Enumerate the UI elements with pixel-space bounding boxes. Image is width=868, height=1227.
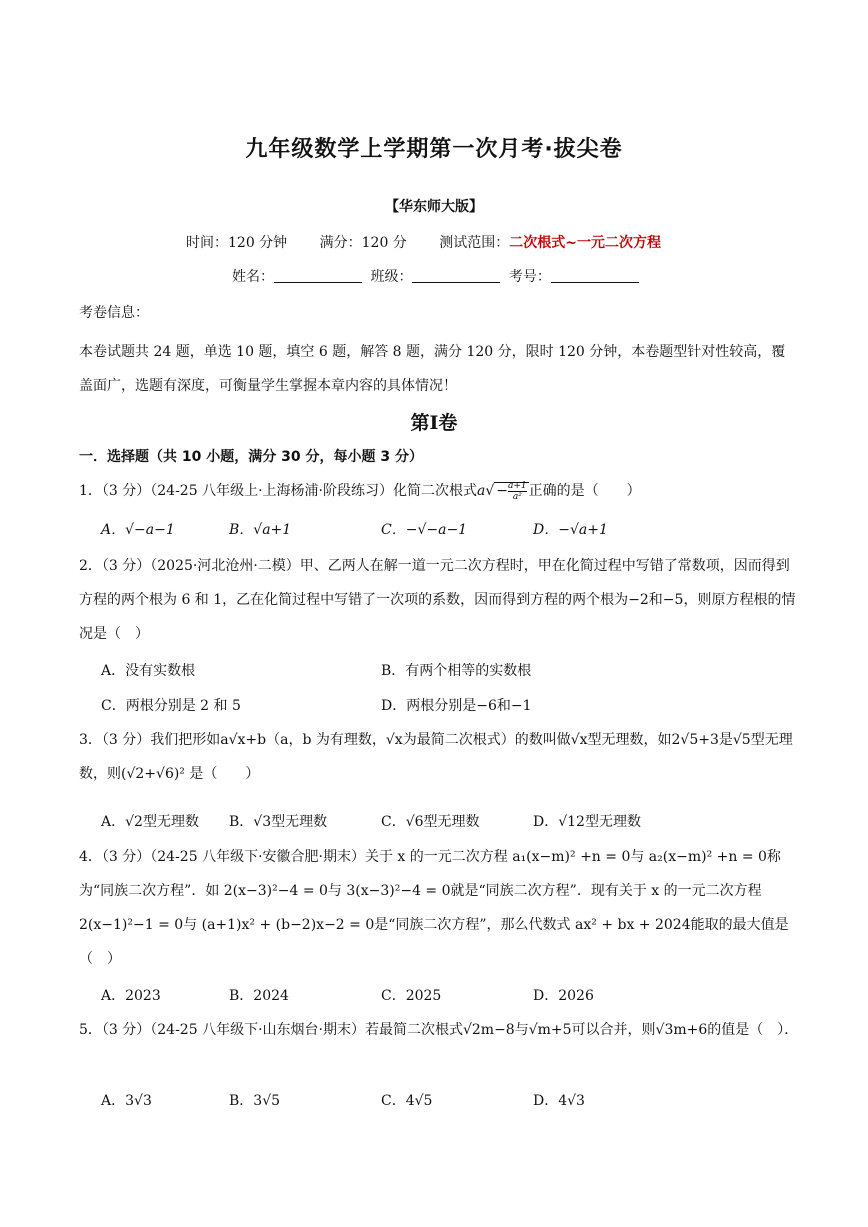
question-2: 2．（3 分）（2025·河北沧州·二模）甲、乙两人在解一道一元二次方程时，甲在化简过程中写错了常数项，因而得到方程的两个根为 6 和 1，乙在化简过程中写错了一次项的系数，因而得到方程的两个根为−2和−5，则原方程根的情况是（ ） <box>79 558 796 642</box>
class-label: 班级： <box>370 269 413 285</box>
info-heading: 考卷信息： <box>79 305 149 321</box>
section-heading: 一．选择题（共 10 小题，满分 30 分，每小题 3 分） <box>79 449 423 465</box>
q1-option-b[interactable]: B．√a+1 <box>229 522 292 538</box>
q5-option-b[interactable]: B．3√5 <box>229 1093 281 1109</box>
time-info: 时间：120 分钟 <box>186 235 288 251</box>
exam-title: 九年级数学上学期第一次月考·拔尖卷 <box>245 137 623 162</box>
question-1 <box>79 474 799 508</box>
q3-option-a[interactable]: A．√2型无理数 <box>101 814 199 830</box>
q2-option-b[interactable]: B．有两个相等的实数根 <box>381 663 532 679</box>
number-blank[interactable] <box>551 268 639 283</box>
edition-label: 【华东师大版】 <box>385 199 483 215</box>
q3-option-b[interactable]: B．√3型无理数 <box>229 814 328 830</box>
range-value: 二次根式~一元二次方程 <box>509 235 661 251</box>
q1-stem-end: 正确的是（ ） <box>528 483 641 499</box>
q1-option-c[interactable]: C．−√−a−1 <box>381 522 468 538</box>
question-3: 3．（3 分）我们把形如a√x+b（a，b 为有理数，√x为最简二次根式）的数叫做√x型无理数，如2√5+3是√5型无理数，则(√2+√6)² 是（ ） <box>79 732 793 782</box>
q1-option-d[interactable]: D．−√a+1 <box>533 522 608 538</box>
q1-expression: a√ − $\frac{a+1}{\text{a²}}$ <box>476 480 527 502</box>
q5-option-c[interactable]: C．4√5 <box>381 1093 433 1109</box>
q1-stem-start: 1．（3 分）（24-25 八年级上·上海杨浦·阶段练习）化简二次根式 <box>79 483 477 499</box>
q4-option-a[interactable]: A．2023 <box>101 988 161 1004</box>
question-5: 5．（3 分）（24-25 八年级下·山东烟台·期末）若最简二次根式√2m−8与√m+5可以合并，则√3m+6的值是（ ）． <box>79 1022 799 1038</box>
name-blank[interactable] <box>274 268 362 283</box>
q2-option-d[interactable]: D．两根分别是−6和−1 <box>381 698 532 714</box>
range-label: 测试范围： <box>439 235 510 251</box>
student-fields <box>232 266 643 286</box>
q4-option-d[interactable]: D．2026 <box>533 988 594 1004</box>
q3-option-d[interactable]: D．√12型无理数 <box>533 814 641 830</box>
q2-option-c[interactable]: C．两根分别是 2 和 5 <box>101 698 241 714</box>
q3-option-c[interactable]: C．√6型无理数 <box>381 814 480 830</box>
q1-option-a[interactable]: A．√−a−1 <box>101 522 175 538</box>
exam-meta <box>186 232 661 252</box>
q2-option-a[interactable]: A．没有实数根 <box>101 663 196 679</box>
name-label: 姓名： <box>232 269 274 285</box>
q5-option-d[interactable]: D．4√3 <box>533 1093 585 1109</box>
score-info: 满分：120 分 <box>319 235 407 251</box>
class-blank[interactable] <box>412 268 500 283</box>
q4-option-c[interactable]: C．2025 <box>381 988 442 1004</box>
q4-option-b[interactable]: B．2024 <box>229 988 289 1004</box>
part-title: 第Ⅰ卷 <box>410 412 458 434</box>
q5-option-a[interactable]: A．3√3 <box>101 1093 152 1109</box>
info-body: 本卷试题共 24 题，单选 10 题，填空 6 题，解答 8 题，满分 120 分，限时 120 分钟，本卷题型针对性较高，覆盖面广，选题有深度，可衡量学生掌握本章内容的具体情况！ <box>79 344 786 394</box>
question-4: 4．（3 分）（24-25 八年级下·安徽合肥·期末）关于 x 的一元二次方程 a₁(x−m)² +n = 0与 a₂(x−m)² +n = 0称为“同族二次方程”．如 2(x−3)²−4 = 0与 3(x−3)²−4 = 0就是“同族二次方程”．现有关于 x 的一元二次方程 2(x−1)²−1 = 0与 (a+1)x² + (b−2)x−2 = 0是“同族二次方程”，那么代数式 ax² + bx + 2024能取的最大值是（ ） <box>79 849 789 967</box>
number-label: 考号： <box>508 269 551 285</box>
